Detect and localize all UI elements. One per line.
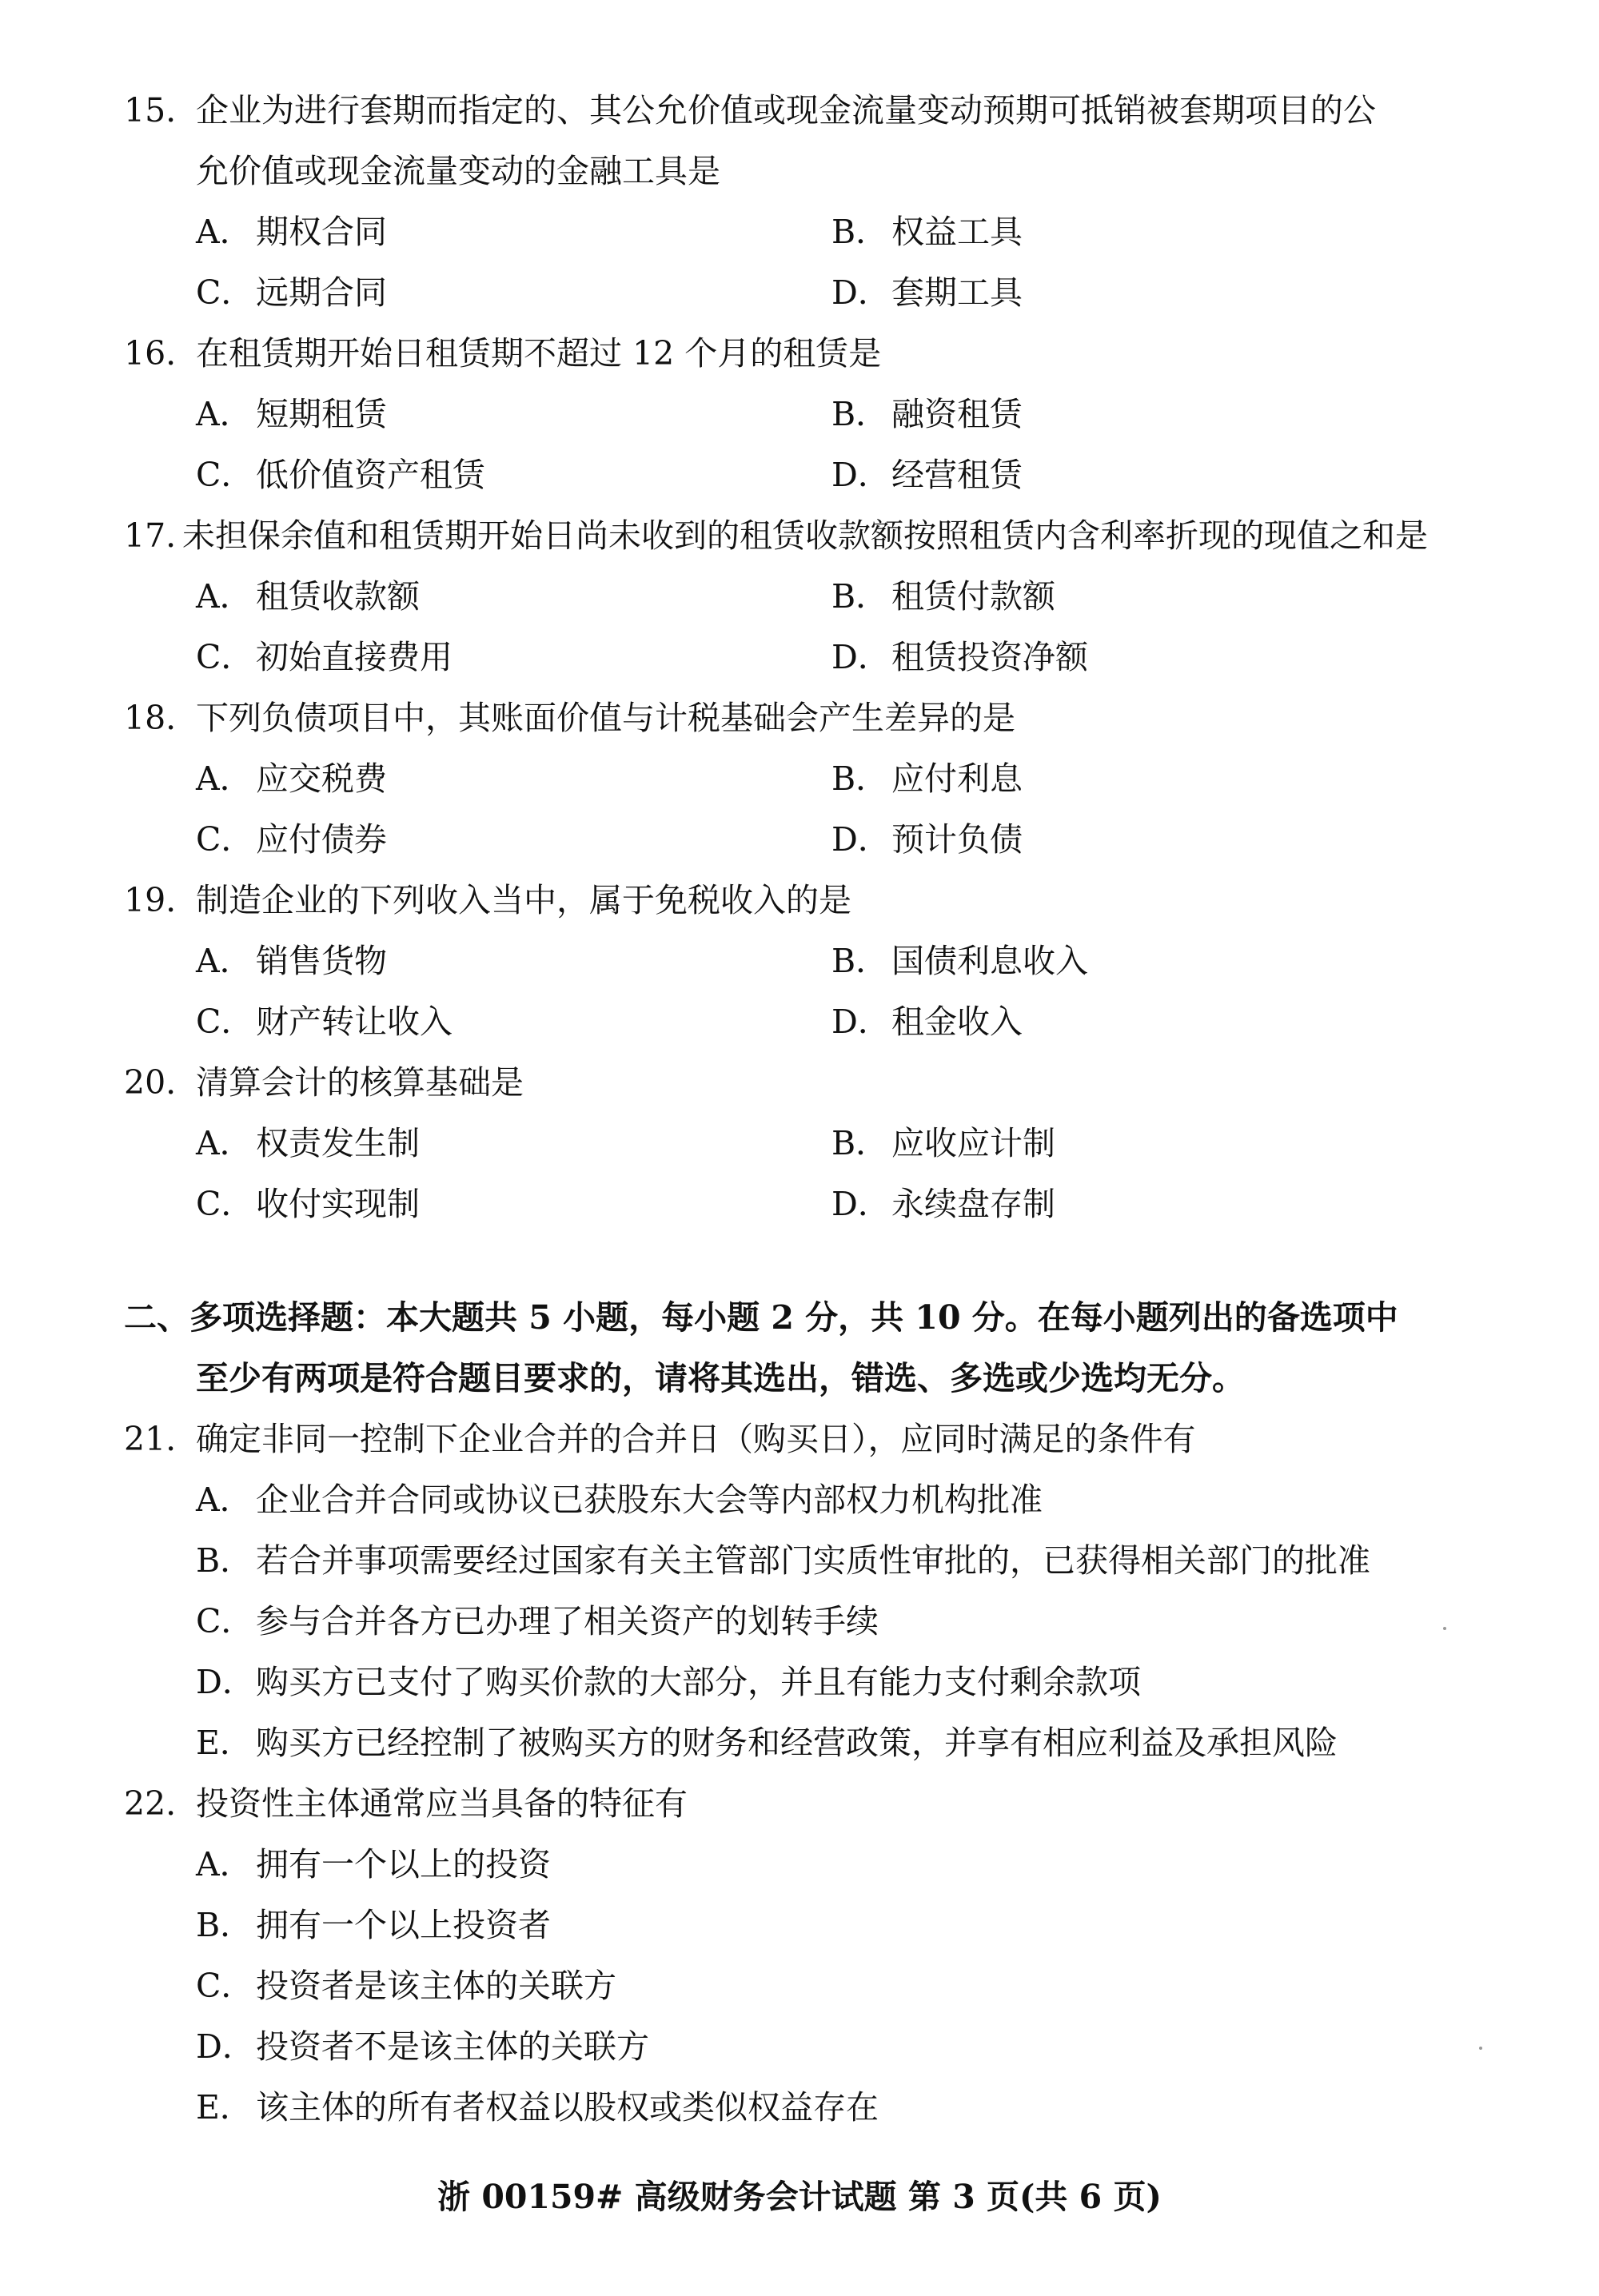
option-text: 低价值资产租赁 [256,456,485,494]
option-d [196,1658,1141,1706]
option-b [831,937,1088,985]
option-text: 期权合同 [256,213,387,251]
question-text: 确定非同一控制下企业合并的合并日（购买日），应同时满足的条件有 [196,1420,1196,1458]
option-letter: D． [831,1003,891,1041]
option-letter: D． [831,1185,891,1223]
option-b [196,1901,551,1949]
option-letter: B． [196,1906,253,1944]
option-letter: A． [196,942,253,980]
question-text: 清算会计的核算基础是 [196,1063,524,1102]
option-c [196,451,485,499]
option-text: 销售货物 [256,942,387,980]
option-letter: D． [831,820,891,859]
option-d [831,815,1023,863]
option-letter: D． [831,456,891,494]
option-text: 投资者不是该主体的关联方 [256,2027,649,2066]
option-a [196,1476,1043,1524]
option-letter: D． [196,2027,255,2066]
option-text: 收付实现制 [256,1185,420,1223]
question-number: 20. [124,1063,177,1102]
page-footer: 浙 00159# 高级财务会计试题 第 3 页(共 6 页) [437,2178,1162,2216]
option-d [196,2023,649,2071]
option-letter: A． [196,1481,253,1519]
option-text: 购买方已经控制了被购买方的财务和经营政策，并享有相应利益及承担风险 [256,1724,1338,1762]
question-text: 企业为进行套期而指定的、其公允价值或现金流量变动预期可抵销被套期项目的公 [196,91,1376,130]
option-b [196,1537,1370,1584]
option-text: 初始直接费用 [256,638,453,676]
question-text: 下列负债项目中，其账面价值与计税基础会产生差异的是 [196,699,1015,737]
question-text: 投资性主体通常应当具备的特征有 [196,1784,688,1823]
option-letter: B． [196,1541,253,1580]
option-letter: A． [196,1124,253,1162]
option-d [831,451,1023,499]
option-letter: D． [196,1663,255,1701]
option-d [831,633,1088,681]
option-c [196,1597,879,1645]
option-letter: C． [196,273,254,312]
option-text: 预计负债 [891,820,1023,859]
option-text: 该主体的所有者权益以股权或类似权益存在 [256,2088,879,2127]
question-number: 15. [124,91,177,130]
option-a [196,390,387,438]
option-letter: E． [196,1724,253,1762]
option-c [196,269,387,317]
option-text: 租赁收款额 [256,577,420,616]
option-b [831,755,1023,803]
question-number: 18. [124,699,177,737]
option-text: 购买方已支付了购买价款的大部分，并且有能力支付剩余款项 [256,1663,1141,1701]
option-text: 国债利息收入 [891,942,1088,980]
option-text: 拥有一个以上投资者 [256,1906,551,1944]
option-text: 企业合并合同或协议已获股东大会等内部权力机构批准 [256,1481,1043,1519]
option-d [831,1180,1055,1228]
scan-speck [1443,1627,1446,1630]
option-d [831,998,1023,1046]
option-letter: A． [196,1845,253,1883]
option-letter: B． [831,213,889,251]
option-text: 财产转让收入 [256,1003,453,1041]
question-text-continuation: 允价值或现金流量变动的金融工具是 [196,152,720,190]
option-letter: C． [196,1185,254,1223]
option-letter: A． [196,759,253,798]
option-text: 应交税费 [256,759,387,798]
option-e [196,1719,1338,1767]
option-letter: B． [831,577,889,616]
option-letter: C． [196,1967,254,2005]
option-text: 租赁投资净额 [891,638,1088,676]
option-a [196,208,387,256]
option-letter: C． [196,1003,254,1041]
option-e [196,2083,879,2131]
option-text: 参与合并各方已办理了相关资产的划转手续 [256,1602,879,1640]
question-text: 在租赁期开始日租赁期不超过 12 个月的租赁是 [196,334,882,373]
option-a [196,937,387,985]
option-a [196,755,387,803]
question-text: 制造企业的下列收入当中，属于免税收入的是 [196,881,851,919]
option-text: 短期租赁 [256,395,387,433]
option-text: 应付利息 [891,759,1023,798]
option-text: 若合并事项需要经过国家有关主管部门实质性审批的，已获得相关部门的批准 [256,1541,1370,1580]
option-text: 应付债券 [256,820,387,859]
option-letter: C． [196,638,254,676]
option-a [196,1840,551,1888]
option-text: 应收应计制 [891,1124,1055,1162]
option-text: 融资租赁 [891,395,1023,433]
option-letter: B． [831,759,889,798]
option-letter: D． [831,638,891,676]
option-text: 投资者是该主体的关联方 [256,1967,616,2005]
option-text: 权责发生制 [256,1124,420,1162]
question-number: 22. [124,1784,177,1823]
option-c [196,1962,616,2010]
section-heading-continuation: 至少有两项是符合题目要求的，请将其选出，错选、多选或少选均无分。 [196,1359,1245,1397]
option-b [831,572,1055,620]
option-a [196,572,420,620]
option-text: 拥有一个以上的投资 [256,1845,551,1883]
option-letter: D． [831,273,891,312]
scan-speck [1479,2047,1482,2050]
option-text: 租赁付款额 [891,577,1055,616]
option-text: 经营租赁 [891,456,1023,494]
option-text: 远期合同 [256,273,387,312]
option-a [196,1119,420,1167]
option-c [196,1180,420,1228]
option-b [831,390,1023,438]
option-letter: B． [831,1124,889,1162]
question-number: 17. [124,516,177,555]
question-number: 16. [124,334,177,373]
option-letter: C． [196,1602,254,1640]
option-c [196,998,453,1046]
option-b [831,208,1023,256]
option-letter: C． [196,456,254,494]
option-text: 套期工具 [891,273,1023,312]
option-c [196,633,453,681]
option-letter: B． [831,395,889,433]
option-text: 租金收入 [891,1003,1023,1041]
option-letter: B． [831,942,889,980]
option-letter: A． [196,213,253,251]
option-letter: E． [196,2088,253,2127]
question-text: 未担保余值和租赁期开始日尚未收到的租赁收款额按照租赁内含利率折现的现值之和是 [182,516,1428,555]
section-heading: 二、多项选择题：本大题共 5 小题，每小题 2 分，共 10 分。在每小题列出的备选项中 [124,1298,1398,1337]
option-b [831,1119,1055,1167]
option-text: 权益工具 [891,213,1023,251]
question-number: 21. [124,1420,177,1458]
option-letter: A． [196,395,253,433]
option-c [196,815,387,863]
option-letter: C． [196,820,254,859]
option-text: 永续盘存制 [891,1185,1055,1223]
option-letter: A． [196,577,253,616]
option-d [831,269,1023,317]
question-number: 19. [124,881,177,919]
